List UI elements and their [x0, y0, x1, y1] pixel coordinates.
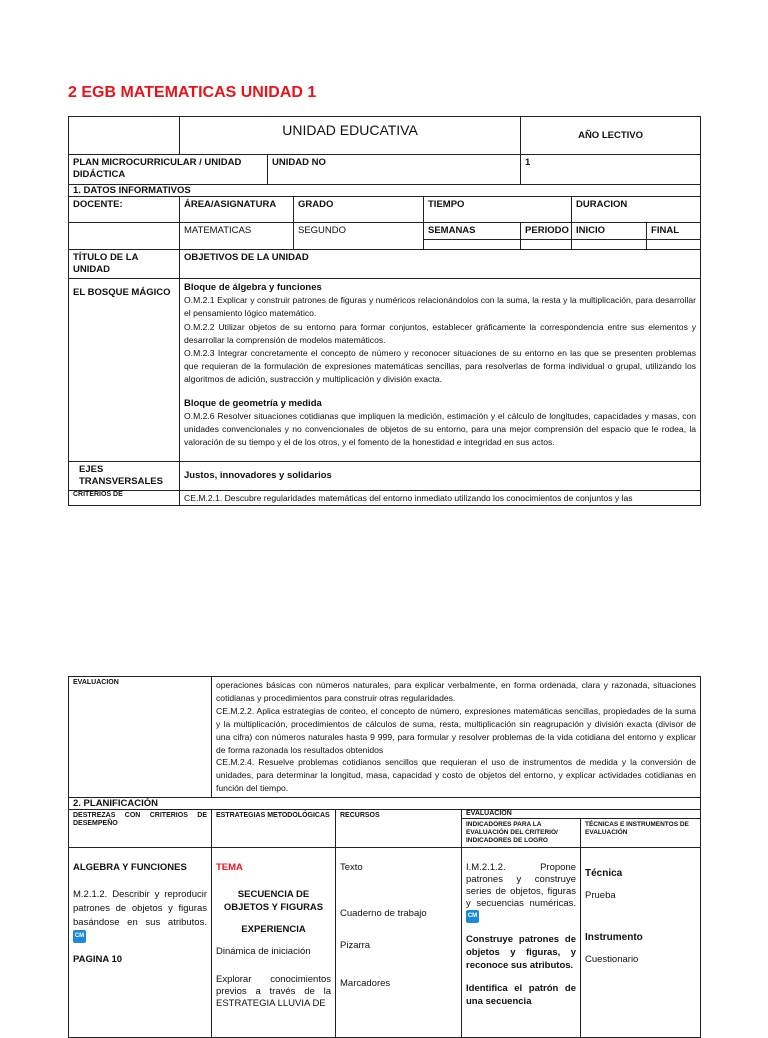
- ejes-label: EJES TRANSVERSALES: [69, 462, 180, 491]
- pagina-label: PAGINA 10: [73, 954, 123, 966]
- unidad-no-label: UNIDAD NO: [268, 155, 521, 185]
- final-label: FINAL: [647, 223, 701, 240]
- tecnicas-cell: [581, 848, 701, 1038]
- criterio-cem24: CE.M.2.4. Resuelve problemas cotidianos sencillos que requieran el uso de instrumentos de medida y la conversión de unidades, para determinar la longitud, masa, capacidad y costo de objetos del entorno, y explicar actividades cotidianas en función del tiempo.: [216, 757, 697, 794]
- unit-info-table: [68, 116, 701, 506]
- criterio-cem21-cont: operaciones básicas con números naturales, para explicar verbalmente, en forma ordenada, clara y razonada, situaciones cotidianas y procedimientos para construir otras regularidades.: [216, 680, 697, 703]
- periodo-value: [521, 240, 572, 250]
- col-recursos: RECURSOS: [336, 810, 462, 848]
- area-value: MATEMATICAS: [180, 223, 294, 250]
- inicio-value: [572, 240, 647, 250]
- instrumento-value: Cuestionario: [585, 954, 639, 966]
- recurso-marcadores: Marcadores: [340, 978, 391, 990]
- objetivo-om23: O.M.2.3 Integrar concretamente el concepto de número y reconocer situaciones de su entorno en las que se presenten problemas que requieran de la formulación de expresiones matemáticas sencillas, para resolverlas de forma individual o grupal, utilizando los algoritmos de adición, sustracción y multiplicación y división exacta.: [184, 348, 697, 385]
- plan-label: PLAN MICROCURRICULAR / UNIDAD DIDÁCTICA: [69, 155, 268, 185]
- duracion-label: DURACION: [572, 197, 701, 223]
- experiencia-label: EXPERIENCIA: [241, 924, 306, 936]
- tecnica-label: Técnica: [585, 868, 623, 880]
- col-indicadores: INDICADORES PARA LA EVALUACIÓN DEL CRITERIO/ INDICADORES DE LOGRO: [462, 819, 581, 848]
- algebra-heading: ALGEBRA Y FUNCIONES: [73, 862, 187, 874]
- instrumento-label: Instrumento: [585, 932, 643, 944]
- unidad-no-value: 1: [521, 155, 701, 185]
- destreza-m212: M.2.1.2. Describir y reproducir patrones de objetos y figuras basándose en sus atributos.: [73, 889, 207, 929]
- explorar-text: Explorar conocimientos previos a través de la ESTRATEGIA LLUVIA DE: [216, 974, 331, 1010]
- objetivos-label: OBJETIVOS DE LA UNIDAD: [180, 250, 701, 279]
- titulo-label: TÍTULO DE LA UNIDAD: [69, 250, 180, 279]
- tiempo-label: TIEMPO: [424, 197, 572, 223]
- secuencia-label: SECUENCIA DE OBJETOS Y FIGURAS: [223, 889, 324, 914]
- indicador-identifica: Identifica el patrón de una secuencia: [466, 983, 576, 1008]
- destrezas-cell: [69, 848, 212, 1038]
- docente-value: [69, 223, 180, 250]
- bloque-geometria: Bloque de geometría y medida: [184, 397, 322, 409]
- recurso-pizarra: Pizarra: [340, 940, 371, 952]
- recursos-cell: [336, 848, 462, 1038]
- final-value: [647, 240, 701, 250]
- cm-icon-2: CM: [466, 910, 479, 923]
- periodo-label: PERIODO: [521, 223, 572, 240]
- criterios-label: CRITERIOS DE: [69, 491, 180, 506]
- section-planificacion: 2. PLANIFICACIÓN: [69, 798, 701, 810]
- estrategias-cell: [212, 848, 336, 1038]
- objetivo-om21: O.M.2.1 Explicar y construir patrones de figuras y numéricos relacionándolos con la suma, la resta y la multiplicación, para desarrollar el pensamiento lógico matemático.: [184, 295, 697, 319]
- objetivos-content: [180, 279, 701, 462]
- indicador-im212: I.M.2.1.2. Propone patrones y construye series de objetos, figuras y secuencias numéricas.: [466, 862, 576, 910]
- col-destrezas: DESTREZAS CON CRITERIOS DE DESEMPEÑO: [69, 810, 212, 848]
- indicador-construye: Construye patrones de objetos y figuras, y reconoce sus atributos.: [466, 934, 576, 972]
- objetivo-om22: O.M.2.2 Utilizar objetos de su entorno para formar conjuntos, establecer gráficamente la correspondencia entre sus elementos y desarrollar la comprensión de modelos matemáticos.: [184, 321, 697, 345]
- criterio-cem21: CE.M.2.1. Descubre regularidades matemáticas del entorno inmediato utilizando los conocimientos de conjuntos y las: [180, 491, 701, 506]
- tema-label: TEMA: [216, 862, 243, 874]
- docente-label: DOCENTE:: [69, 197, 180, 223]
- ano-lectivo-label: AÑO LECTIVO: [521, 117, 701, 155]
- indicadores-cell: [462, 848, 581, 1038]
- tecnica-value: Prueba: [585, 890, 616, 902]
- document-title: 2 EGB MATEMATICAS UNIDAD 1: [68, 84, 317, 101]
- grado-value: SEGUNDO: [294, 223, 424, 250]
- objetivo-om26: O.M.2.6 Resolver situaciones cotidianas que impliquen la medición, estimación y el cálculo de longitudes, capacidades y masas, con unidades convencionales y no convencionales de objetos de su entorno, para una mejor comprensión del espacio que le rodea, la valoración de su tiempo y el de los otros, y el fomento de la honestidad e integridad en sus actos.: [184, 410, 697, 448]
- col-estrategias: ESTRATEGIAS METODOLÓGICAS: [212, 810, 336, 848]
- dinamica-text: Dinámica de iniciación: [216, 946, 311, 958]
- recurso-texto: Texto: [340, 862, 363, 874]
- criterio-cem22: CE.M.2.2. Aplica estrategias de conteo, el concepto de número, expresiones matemáticas sencillas, propiedades de la suma y la multiplicación, procedimientos de cálculos de suma, resta, multiplicación sin reagrupación y división exacta (divisor de una cifra) con números naturales hasta 9 999, para formular y resolver problemas de la vida cotidiana del entorno y explicar de forma razonada los resultados obtenidos: [216, 705, 697, 755]
- semanas-label: SEMANAS: [424, 223, 521, 240]
- titulo-value: EL BOSQUE MÁGICO: [69, 279, 180, 462]
- planning-table: [68, 676, 701, 1038]
- grado-label: GRADO: [294, 197, 424, 223]
- cm-icon: CM: [73, 930, 86, 943]
- inicio-label: INICIO: [572, 223, 647, 240]
- section-datos: 1. DATOS INFORMATIVOS: [69, 185, 701, 197]
- criterios-content: [212, 677, 701, 798]
- bloque-algebra: Bloque de álgebra y funciones: [184, 282, 322, 293]
- semanas-value: [424, 240, 521, 250]
- col-tecnicas: TÉCNICAS E INSTRUMENTOS DE EVALUACIÓN: [581, 819, 701, 848]
- col-evaluacion: EVALUACIÓN: [462, 810, 701, 819]
- area-label: ÁREA/ASIGNATURA: [180, 197, 294, 223]
- evaluacion-label: EVALUACION: [69, 677, 212, 798]
- recurso-cuaderno: Cuaderno de trabajo: [340, 908, 427, 920]
- logo-cell: [69, 117, 180, 155]
- school-name: UNIDAD EDUCATIVA: [180, 117, 521, 155]
- ejes-value: Justos, innovadores y solidarios: [180, 462, 701, 491]
